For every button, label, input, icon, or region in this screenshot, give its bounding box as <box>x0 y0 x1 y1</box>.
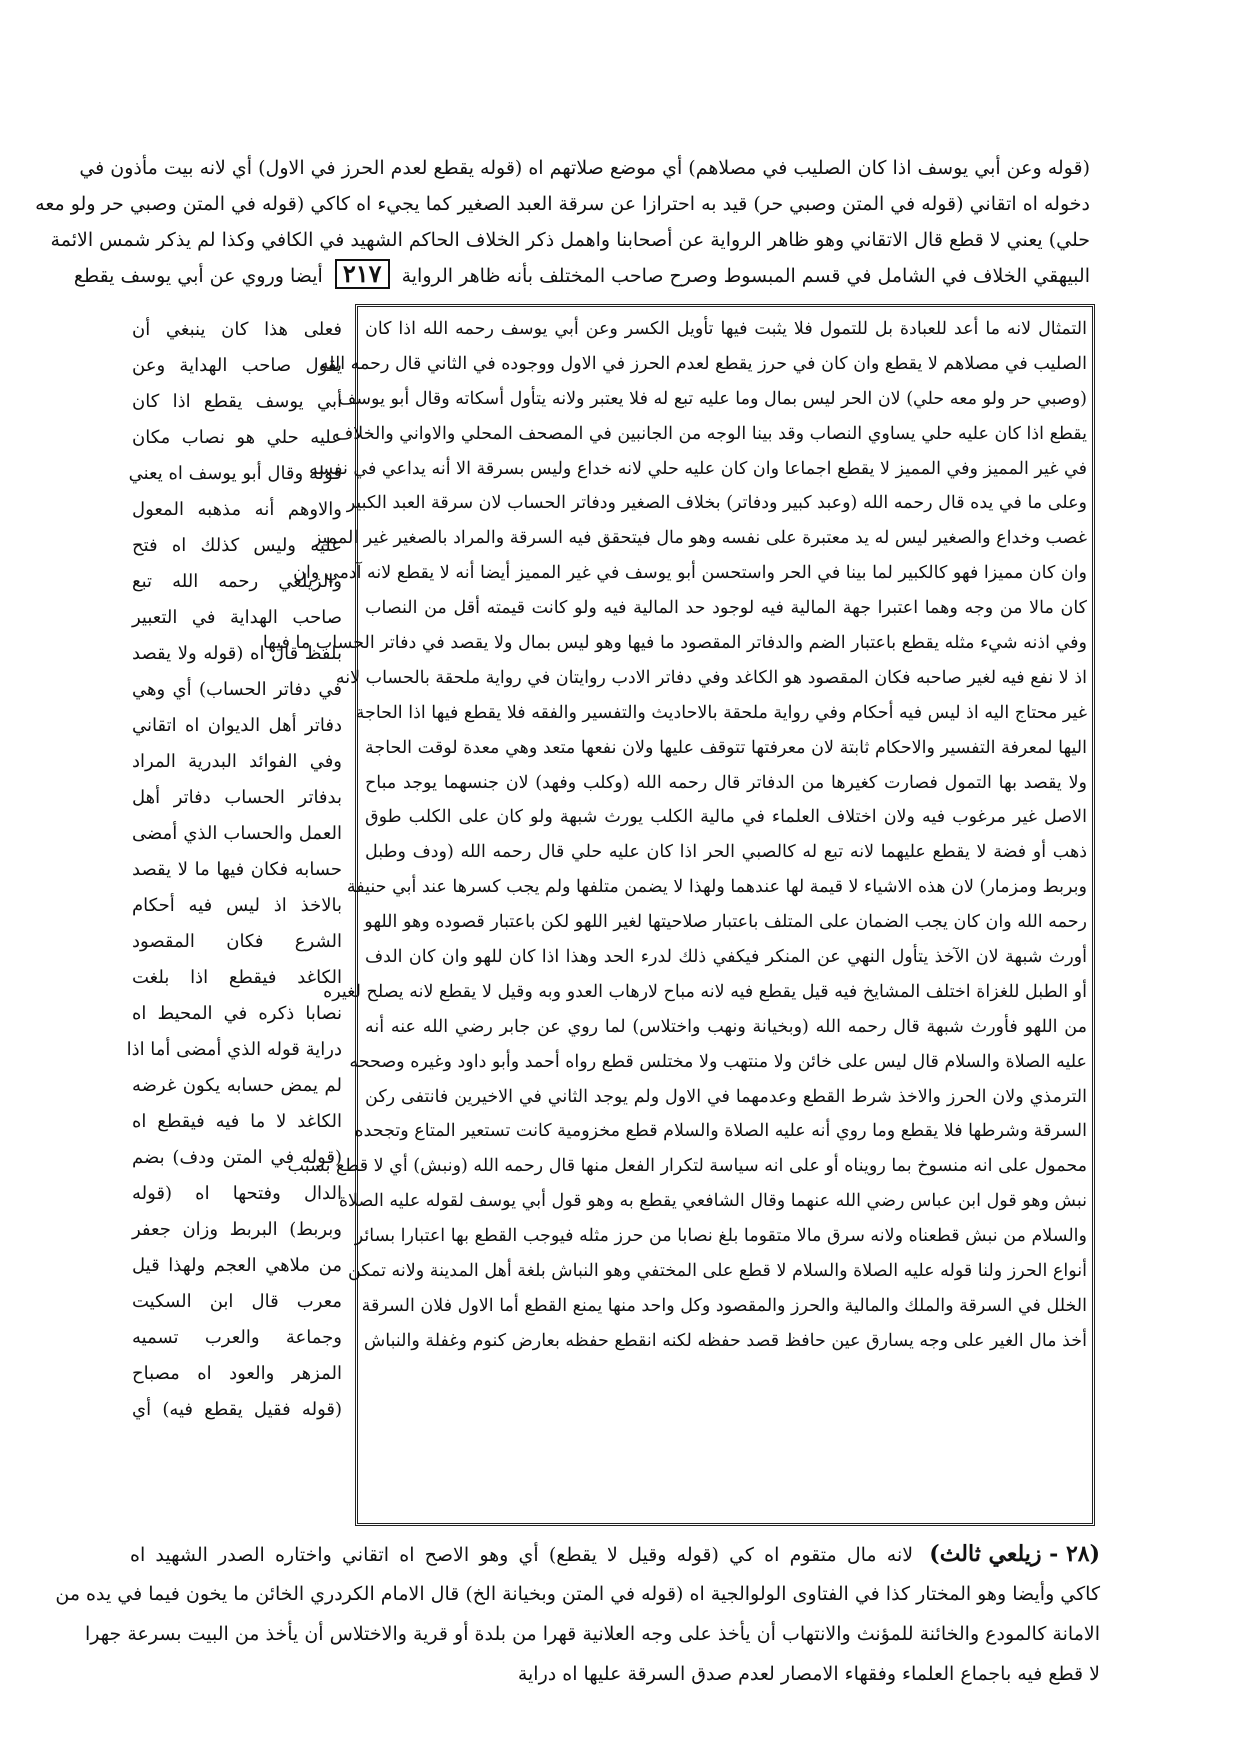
margin-line: والاوهم أنه مذهبه المعول <box>132 499 342 520</box>
margin-line: وجماعة والعرب تسميه <box>132 1327 342 1348</box>
margin-line: بلفظ قال اه (قوله ولا يقصد <box>132 643 342 664</box>
margin-line: عليه وليس كذلك اه فتح <box>132 535 342 556</box>
margin-line: من ملاهي العجم ولهذا قيل <box>132 1255 342 1276</box>
margin-line: بدفاتر الحساب دفاتر أهل <box>132 787 342 808</box>
margin-line: وفي الفوائد البدرية المراد <box>132 751 342 772</box>
margin-line: الكاغد فيقطع اذا بلغت <box>132 967 342 988</box>
main-line: اليها لمعرفة التفسير والاحكام ثابتة لان معرفتها تتوقف عليها ولان نفعها متعد وهي معدة لوقت الحاجة <box>365 737 1087 758</box>
main-line: وفي اذنه شيء مثله يقطع باعتبار الضم والدفاتر المقصود ما فيها وهو ليس بمال ولا يقصد في دفاتر الحساب ما فيها <box>262 633 1087 654</box>
main-line: الصليب في مصلاهم لا يقطع وان كان في حرز يقطع لعدم الحرز في الاول ووجوده في الثاني قال رحمه الله <box>319 353 1087 374</box>
margin-line: نصابا ذكره في المحيط اه <box>132 1003 342 1024</box>
bottom-line-with-marker <box>130 1534 1100 1574</box>
margin-line: معرب قال ابن السكيت <box>132 1291 342 1312</box>
margin-line: أبي يوسف يقطع اذا كان <box>132 391 342 412</box>
bottom-line: كاكي وأيضا وهو المختار كذا في الفتاوى الولوالجية اه (قوله في المتن وبخيانة الخ) قال الامام الكردري الخائن ما يخون فيما في يده من <box>55 1583 1100 1605</box>
main-line: وعلى ما في يده قال رحمه الله (وعبد كبير ودفاتر) بخلاف الصغير ودفاتر الحساب لان سرقة العبد الكبير <box>346 493 1087 514</box>
main-line: (وصبي حر ولو معه حلي) لان الحر ليس بمال وما عليه تبع له فلا يعتبر ولانه يتأول أسكاته وقال أبو يوسف <box>338 388 1087 409</box>
main-line: غير محتاج اليه اذ ليس فيه أحكام وفي رواية ملحقة بالاحاديث والتفسير والفقه فلا يقطع فيها اذا الحاجة <box>355 702 1087 723</box>
main-line: أنواع الحرز ولنا قوله عليه الصلاة والسلام لا قطع على المختفي وهو النباش بلغة أهل المدينة ولانه تمكن <box>347 1261 1087 1282</box>
main-line: رحمه الله وان كان يجب الضمان على المتلف باعتبار صلاحيتها لغير اللهو لكن باعتبار قصوده وهو اللهو <box>364 912 1087 933</box>
main-line: ولا يقصد بها التمول فصارت كغيرها من الدفاتر قال رحمه الله (وكلب وفهد) لان جنسهما يوجد مباح <box>365 772 1087 793</box>
margin-line: في دفاتر الحساب) أي وهي <box>132 679 342 700</box>
main-line: وان كان مميزا فهو كالكبير لما بينا في الحر واستحسن أبو يوسف في غير المميز أيضا أنه لا يقطع لانه آدمي وان <box>293 563 1087 584</box>
margin-line: فعلى هذا كان ينبغي أن <box>132 319 342 340</box>
top-line-continuation: أيضا وروي عن أبي يوسف يقطع <box>73 265 323 287</box>
main-line: ذهب أو فضة لا يقطع عليهما لانه تبع له كالصبي الحر اذا كان عليه حلي قال رحمه الله (ودف وطبل <box>365 842 1087 863</box>
main-text <box>262 312 1087 1359</box>
main-line: يقطع اذا كان عليه حلي يساوي النصاب وقد بينا الوجه من الجانبين في المصحف المحلي والاواني والخلاف <box>335 423 1087 444</box>
margin-line: دفاتر أهل الديوان اه اتقاني <box>132 715 342 736</box>
main-line: في غير المميز وفي المميز لا يقطع اجماعا وان كان عليه حلي لانه خداع وليس بسرقة الا أنه يداعي في نفسه <box>309 458 1087 479</box>
main-line: وبربط ومزمار) لان هذه الاشياء لا قيمة لها عندهما ولهذا لا يضمن متلفها ولم يجب كسرها عند أبي حنيفة <box>346 877 1087 898</box>
margin-line: يقول صاحب الهداية وعن <box>132 355 342 376</box>
top-line-text: البيهقي الخلاف في الشامل في قسم المبسوط وصرح صاحب المختلف بأنه ظاهر الرواية <box>401 265 1090 287</box>
margin-line: المزهر والعود اه مصباح <box>132 1363 342 1384</box>
main-line: نبش وهو قول ابن عباس رضي الله عنهما وقال الشافعي يقطع به وهو قول أبي يوسف لقوله عليه الصلاة <box>338 1191 1087 1212</box>
margin-line: لم يمض حسابه يكون غرضه <box>132 1075 342 1096</box>
margin-line: (قوله فقيل يقطع فيه) أي <box>132 1399 342 1420</box>
margin-line: بالاخذ اذ ليس فيه أحكام <box>132 895 342 916</box>
main-line: اذ لا نفع فيه لغير صاحبه فكان المقصود هو الكاغد وفي دفاتر الادب روايتان في رواية ملحقة بالحساب لانه <box>335 667 1087 688</box>
bottom-commentary <box>55 1534 1100 1694</box>
main-line: محمول على انه منسوخ بما رويناه أو على انه سياسة لتكرار الفعل منها قال رحمه الله (ونبش) أي لا قطع بسبب <box>287 1156 1087 1177</box>
margin-line: حسابه فكان فيها ما لا يقصد <box>132 859 342 880</box>
main-line: من اللهو فأورث شبهة قال رحمه الله (وبخيانة ونهب واختلاس) لما روي عن جابر رضي الله عنه أنه <box>365 1016 1087 1037</box>
margin-line: والزيلعي رحمه الله تبع <box>132 571 342 592</box>
bottom-line: لا قطع فيه باجماع العلماء وفقهاء الامصار لعدم صدق السرقة عليها اه دراية <box>517 1663 1100 1685</box>
margin-line: دراية قوله الذي أمضى أما اذا <box>126 1039 342 1060</box>
main-line: غصب وخداع والصغير ليس له يد معتبرة على نفسه وهو مال فيتحقق فيه السرقة والمراد بالصغير غير المميز <box>312 528 1087 549</box>
main-line: أورث شبهة لان الآخذ يتأول النهي عن المنكر فيكفي ذلك لدرء الحد وهذا اذا كان للهو وان كان الدف <box>365 947 1087 968</box>
main-line: التمثال لانه ما أعد للعبادة بل للتمول فلا يثبت فيها تأويل الكسر وعن أبي يوسف رحمه الله اذا كان <box>365 319 1087 339</box>
margin-line: الشرع فكان المقصود <box>132 931 342 952</box>
margin-line: وبربط) البربط وزان جعفر <box>132 1219 342 1240</box>
top-line-with-page-number <box>73 258 1090 294</box>
main-line: السرقة وشرطها فلا يقطع وما روي أنه عليه الصلاة والسلام قطع مخزومية كانت تستعير المتاع وتجحده <box>354 1121 1087 1142</box>
main-line: عليه الصلاة والسلام قال ليس على خائن ولا منتهب ولا مختلس قطع رواه أحمد وأبو داود وغيره وصححه <box>349 1051 1087 1072</box>
margin-line: صاحب الهداية في التعبير <box>132 607 342 628</box>
main-line: كان مالا من وجه وهما اعتبرا جهة المالية فيه لوجود حد المالية فيه ولو كانت قيمته أقل من النصاب <box>365 598 1087 619</box>
margin-line: عليه حلي هو نصاب مكان <box>132 427 342 448</box>
signature-marker: (٢٨ - زيلعي ثالث) <box>929 1541 1100 1567</box>
page-number: ٢١٧ <box>335 259 390 289</box>
margin-commentary <box>126 312 342 1428</box>
bottom-line-text: لانه مال متقوم اه كي (قوله وقيل لا يقطع) أي وهو الاصح اه اتقاني واختاره الصدر الشهيد اه <box>130 1544 914 1566</box>
margin-line: (قوله في المتن ودف) بضم <box>132 1147 342 1168</box>
top-line: حلي) يعني لا قطع قال الاتقاني وهو ظاهر الرواية عن أصحابنا واهمل ذكر الخلاف الحاكم الشهيد في الكافي وكذا لم يذكر شمس الائمة <box>50 229 1090 251</box>
margin-line: العمل والحساب الذي أمضى <box>132 823 342 844</box>
margin-line: قوله وقال أبو يوسف اه يعني <box>128 463 342 484</box>
margin-line: الدال وفتحها اه (قوله <box>132 1183 342 1204</box>
main-line: أخذ مال الغير على وجه يسارق عين حافظ قصد حفظه لكنه انقطع حفظه بعارض كنوم وغفلة والنباش <box>363 1330 1087 1351</box>
bottom-line: الامانة كالمودع والخائنة للمؤنث والانتهاب أن يأخذ على وجه العلانية قهرا من بلدة أو قرية والاختلاس أن يأخذ من البيت بسرعة جهرا <box>85 1623 1100 1645</box>
main-line: الترمذي ولان الحرز والاخذ شرط القطع وعدمهما في الاول ولم يوجد الثاني في الاخيرين فانتفى ركن <box>365 1086 1087 1107</box>
top-line: دخوله اه اتقاني (قوله في المتن وصبي حر) قيد به احترازا عن سرقة العبد الصغير كما يجيء اه كاكي (قوله في المتن وصبي حر ولو معه <box>35 193 1090 215</box>
main-line: الاصل غير مرغوب فيه ولان اختلاف العلماء في مالية الكلب يورث شبهة ولو كان على الكلب طوق <box>365 807 1087 828</box>
main-line: والسلام من نبش قطعناه ولانه سرق مالا متقوما بلغ نصابا من حرز مثله فيوجب القطع بها اعتبارا بسائر <box>354 1226 1087 1247</box>
top-commentary <box>35 150 1090 294</box>
top-line: (قوله وعن أبي يوسف اذا كان الصليب في مصلاهم) أي موضع صلاتهم اه (قوله يقطع لعدم الحرز في الاول) أي لانه بيت مأذون في <box>79 157 1090 179</box>
margin-line: الكاغد لا ما فيه فيقطع اه <box>132 1111 342 1132</box>
main-line: الخلل في السرقة والملك والمالية والحرز والمقصود وكل واحد منها يمنع القطع أما الاول فلان السرقة <box>361 1295 1087 1316</box>
main-line: أو الطبل للغزاة اختلف المشايخ فيه قيل يقطع فيه لانه مباح لارهاب العدو وبه وقيل لا يقطع لانه يصلح لغيره <box>323 981 1087 1002</box>
